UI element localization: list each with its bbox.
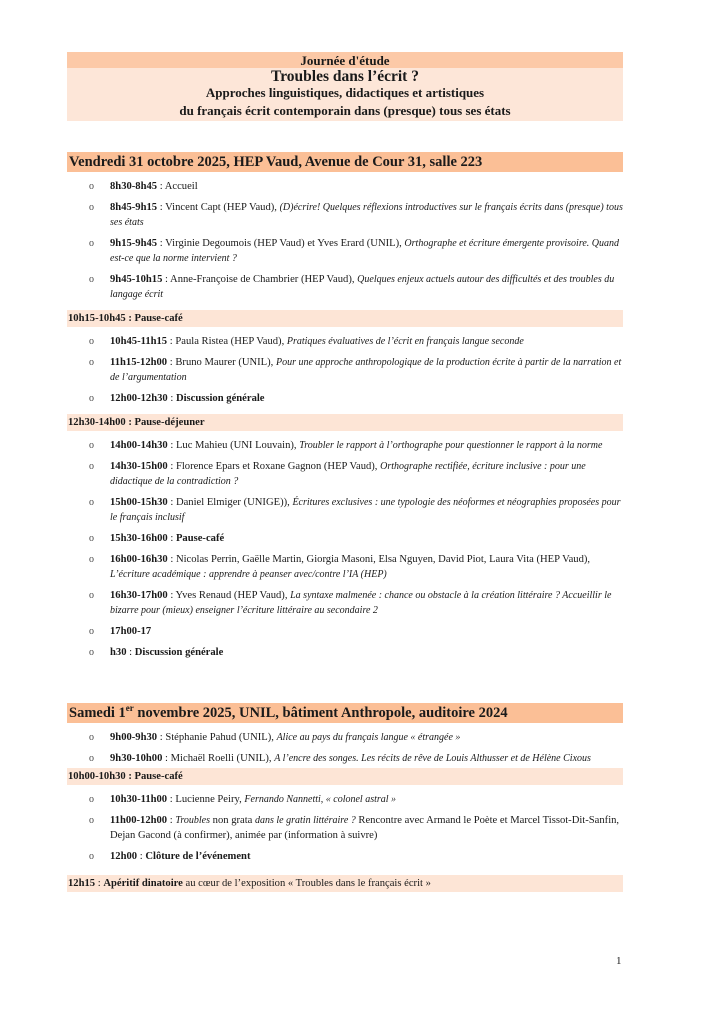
bullet-icon: o: [89, 357, 94, 368]
event-subtitle-line1: Approches linguistiques, didactiques et artistiques: [205, 85, 485, 100]
program-item: o 14h00-14h30 : Luc Mahieu (UNI Louvain), Troubler le rapport à l’orthographe pour questionner le rapport à la norme: [89, 440, 603, 451]
pause-coffee-morning: 10h15-10h45 : Pause-café: [67, 310, 623, 327]
bullet-icon: o: [89, 626, 94, 637]
bullet-icon: o: [89, 732, 94, 743]
bullet-icon: o: [89, 181, 94, 192]
program-item: o 15h30-16h00 : Pause-café: [89, 533, 225, 544]
event-subtitle-line2: du français écrit contemporain dans (presque) tous ses états: [179, 103, 511, 118]
program-item: o 10h30-11h00 : Lucienne Peiry, Fernando Nannetti, « colonel astral »: [89, 794, 397, 805]
bullet-icon: o: [89, 336, 94, 347]
session-list: [67, 438, 623, 660]
bullet-icon: o: [89, 753, 94, 764]
bullet-icon: o: [89, 590, 94, 601]
program-item: o 10h45-11h15 : Paula Ristea (HEP Vaud), Pratiques évaluatives de l’écrit en français langue seconde: [89, 336, 524, 347]
program-item: o 15h00-15h30 : Daniel Elmiger (UNIGE)), Écritures exclusives : une typologie des néoformes et néographies proposées pour le français inclusif: [89, 497, 621, 523]
event-kicker: Journée d'étude: [67, 52, 623, 68]
program-item: o 9h45-10h15 : Anne-Françoise de Chambrier (HEP Vaud), Quelques enjeux actuels autour des difficultés et des troubles du langage écrit: [89, 274, 615, 300]
program-item: o 8h45-9h15 : Vincent Capt (HEP Vaud), (D)écrire! Quelques réflexions introductives sur le français écrits dans (presque) tous ses états: [89, 202, 623, 228]
session-list: [67, 334, 623, 406]
bullet-icon: o: [89, 554, 94, 565]
bullet-icon: o: [89, 794, 94, 805]
page-number: 1: [616, 955, 622, 967]
title-block: [67, 52, 623, 121]
bullet-icon: o: [89, 238, 94, 249]
program-item: o 11h15-12h00 : Bruno Maurer (UNIL), Pour une approche anthropologique de la production écrite à partir de la narration et de l’argumentation: [89, 357, 622, 383]
bullet-icon: o: [89, 461, 94, 472]
program-item: o 16h00-16h30 : Nicolas Perrin, Gaëlle Martin, Giorgia Masoni, Elsa Nguyen, David Piot, Laura Vita (HEP Vaud), L’écriture académique : apprendre à peanser avec/contre l’IA (HEP): [89, 554, 591, 580]
event-title: Troubles dans l’écrit ?: [271, 68, 419, 85]
pause-coffee-saturday: 10h00-10h30 : Pause-café: [67, 768, 623, 785]
program-item: o 12h00 : Clôture de l’événement: [89, 851, 251, 862]
bullet-icon: o: [89, 393, 94, 404]
bullet-icon: o: [89, 497, 94, 508]
program-item: o h30 : Discussion générale: [89, 647, 224, 658]
session-list: [67, 730, 623, 766]
program-item: o 9h15-9h45 : Virginie Degoumois (HEP Vaud) et Yves Erard (UNIL), Orthographe et écriture émergente provisoire. Quand est-ce que la norme intervient ?: [89, 238, 620, 264]
bullet-icon: o: [89, 202, 94, 213]
day-header-saturday: Samedi 1er novembre 2025, UNIL, bâtiment Anthropole, auditoire 2024: [67, 703, 623, 723]
program-item: o 16h30-17h00 : Yves Renaud (HEP Vaud), La syntaxe malmenée : chance ou obstacle à la création littéraire ? Accueillir le bizarre pour (mieux) enseigner l’écriture littéraire au secondaire 2: [89, 590, 612, 616]
program-item: o 14h30-15h00 : Florence Epars et Roxane Gagnon (HEP Vaud), Orthographe rectifiée, écriture inclusive : pour une didactique de la contradiction ?: [89, 461, 586, 487]
session-list: [67, 179, 623, 302]
bullet-icon: o: [89, 274, 94, 285]
program-item: o 9h30-10h00 : Michaël Roelli (UNIL), A l’encre des songes. Les récits de rêve de Louis Althusser et de Hélène Cixous: [89, 753, 591, 764]
bullet-icon: o: [89, 440, 94, 451]
bullet-icon: o: [89, 533, 94, 544]
program-item: o 8h30-8h45 : Accueil: [89, 181, 198, 192]
bullet-icon: o: [89, 851, 94, 862]
bullet-icon: o: [89, 815, 94, 826]
closing-aperitif: 12h15 : Apéritif dinatoire au cœur de l’exposition « Troubles dans le français écrit »: [67, 875, 623, 892]
session-list: [67, 792, 623, 864]
program-item: o 11h00-12h00 : Troubles non grata dans le gratin littéraire ? Rencontre avec Armand le Poète et Marcel Tissot-Dit-Sanfin, Dejan Gacond (à confirmer), animée par (information à suivre): [89, 815, 620, 841]
program-item: o 17h00-17: [89, 626, 152, 637]
program-item: o 9h00-9h30 : Stéphanie Pahud (UNIL), Alice au pays du français langue « étrangée »: [89, 732, 461, 743]
day-header-friday: Vendredi 31 octobre 2025, HEP Vaud, Avenue de Cour 31, salle 223: [67, 152, 623, 172]
bullet-icon: o: [89, 647, 94, 658]
pause-lunch: 12h30-14h00 : Pause-déjeuner: [67, 414, 623, 431]
program-page: [67, 52, 623, 892]
program-item: o 12h00-12h30 : Discussion générale: [89, 393, 265, 404]
